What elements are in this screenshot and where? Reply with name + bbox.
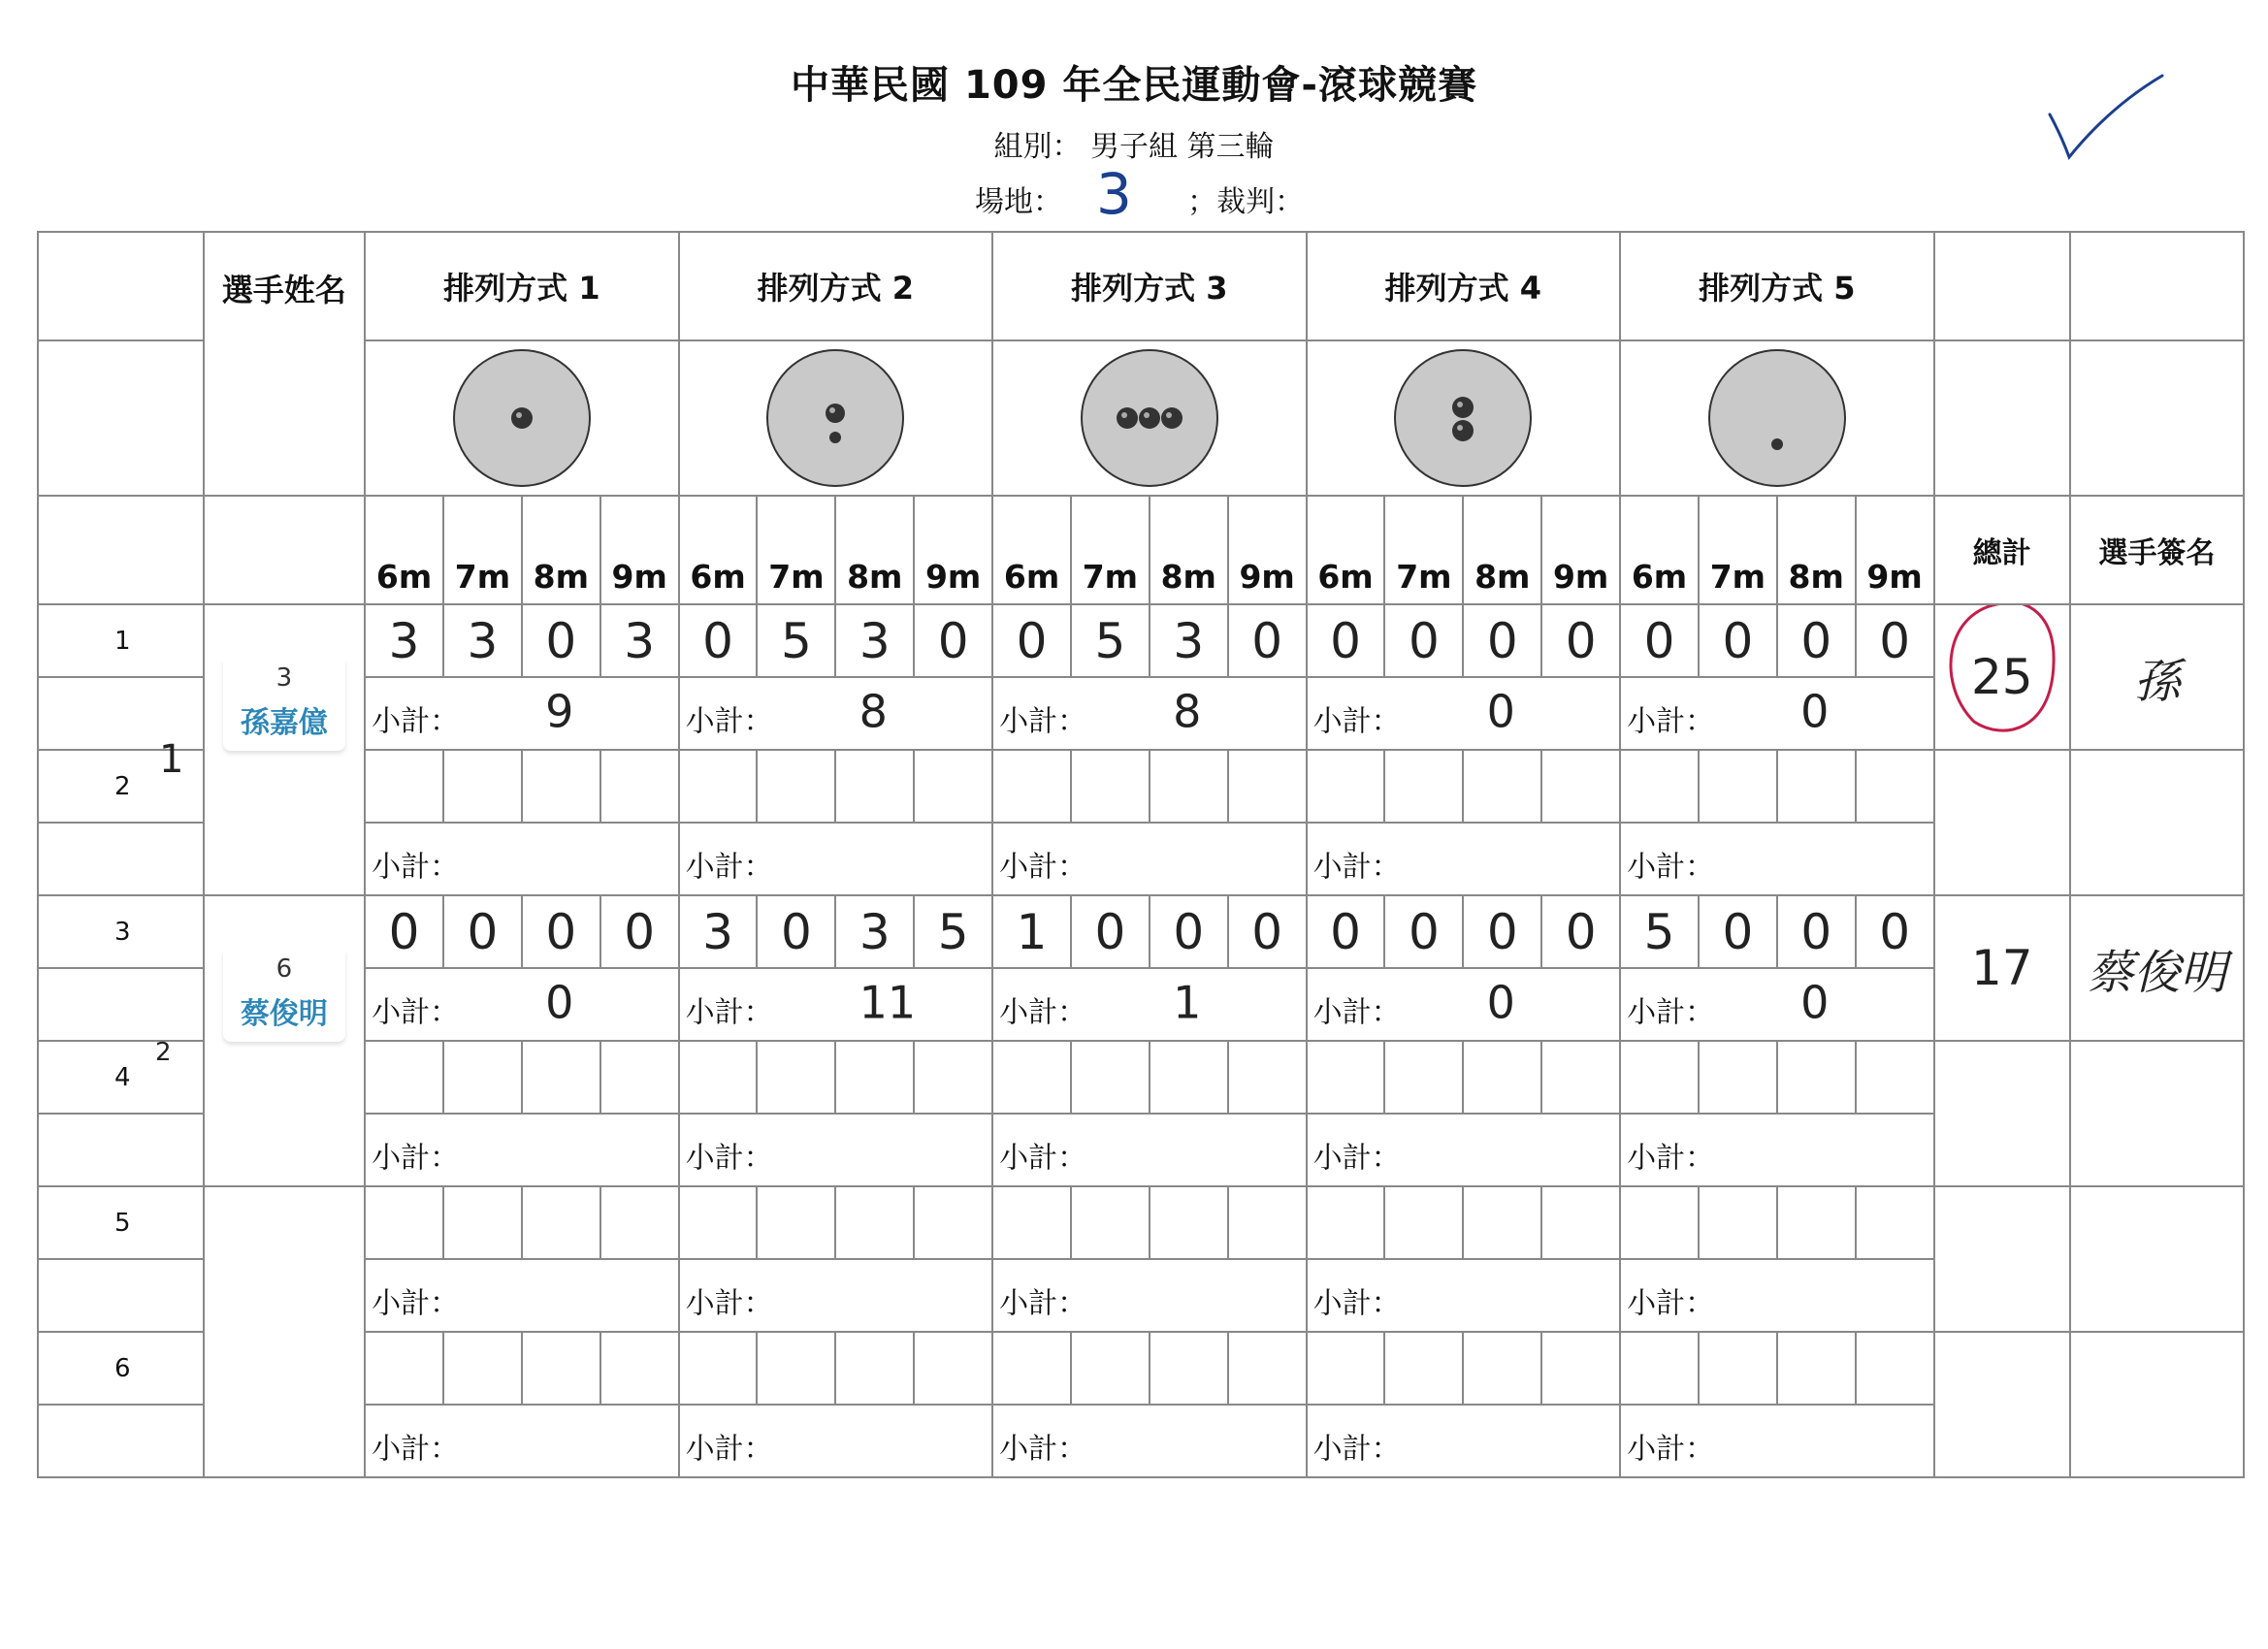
total-cell: [1934, 1186, 2070, 1332]
subtotal-cell: [1620, 823, 1933, 895]
distance-header-3-7m: 7m: [1071, 496, 1150, 604]
subtotal-label: 小計：: [685, 703, 773, 738]
subtotal-cell: [1307, 677, 1620, 750]
subtotal-value: 0: [1486, 975, 1515, 1028]
row-number: 6: [38, 1332, 204, 1405]
score-cell: [1150, 750, 1228, 823]
player-name-cell: [204, 604, 366, 895]
score-cell: 0: [522, 604, 600, 677]
subtotal-cell: [679, 677, 992, 750]
subtotal-cell: [1307, 1405, 1620, 1477]
margin-mark: 2: [155, 1038, 172, 1067]
score-cell: [1777, 1186, 1856, 1259]
venue-value: 3: [1096, 161, 1132, 227]
score-cell: [522, 1186, 600, 1259]
score-cell: [1071, 750, 1150, 823]
score-cell: [679, 1332, 758, 1405]
distance-header-2-7m: 7m: [757, 496, 835, 604]
row-number: 4: [38, 1041, 204, 1114]
subtotal-row: [38, 1114, 2244, 1186]
row-number: 3: [38, 895, 204, 968]
score-row: [38, 1041, 2244, 1114]
distance-header-1-8m: 8m: [522, 496, 600, 604]
distance-header-1-6m: 6m: [365, 496, 443, 604]
signature-header: 選手簽名: [2070, 496, 2244, 604]
row-number-spacer: [38, 968, 204, 1041]
subtotal-label: 小計：: [685, 1431, 773, 1466]
distance-header-3-6m: 6m: [992, 496, 1071, 604]
score-cell: [1699, 1332, 1777, 1405]
subtotal-cell: [1620, 1405, 1933, 1477]
score-cell: 0: [1699, 895, 1777, 968]
score-cell: 5: [1071, 604, 1150, 677]
score-cell: [1856, 1186, 1934, 1259]
score-cell: 0: [1384, 604, 1463, 677]
subtotal-label: 小計：: [1312, 703, 1401, 738]
score-cell: [522, 1332, 600, 1405]
score-cell: [1228, 750, 1307, 823]
score-cell: [1384, 750, 1463, 823]
subtotal-label: 小計：: [372, 994, 460, 1029]
score-cell: [600, 1041, 679, 1114]
subtotal-cell: [1620, 1259, 1933, 1332]
subtotal-label: 小計：: [1312, 849, 1401, 884]
score-cell: 0: [1228, 895, 1307, 968]
score-cell: [992, 1332, 1071, 1405]
distance-header-2-6m: 6m: [679, 496, 758, 604]
score-cell: [1620, 1332, 1699, 1405]
score-cell: 0: [1150, 895, 1228, 968]
score-cell: [1228, 1041, 1307, 1114]
subtotal-label: 小計：: [685, 1285, 773, 1320]
subtotal-cell: [992, 823, 1306, 895]
score-cell: 0: [1541, 895, 1620, 968]
header-row-titles: [38, 232, 2244, 340]
subtotal-label: 小計：: [372, 1431, 460, 1466]
score-cell: [600, 1186, 679, 1259]
score-cell: 3: [600, 604, 679, 677]
total-cell: [1934, 750, 2070, 895]
subtotal-cell: [1620, 677, 1933, 750]
score-cell: [365, 1041, 443, 1114]
row-number: 5: [38, 1186, 204, 1259]
score-cell: [914, 750, 992, 823]
subtotal-label: 小計：: [1627, 703, 1715, 738]
subtotal-cell: [1307, 968, 1620, 1041]
score-cell: 3: [679, 895, 758, 968]
score-cell: [1228, 1186, 1307, 1259]
subtotal-value: 0: [1800, 975, 1830, 1028]
score-cell: [679, 1186, 758, 1259]
venue-label: 場地：: [975, 185, 1062, 219]
player-name: 蔡俊明: [240, 997, 328, 1031]
subtotal-value: 0: [545, 975, 574, 1028]
referee-label: ；裁判：: [1187, 185, 1305, 219]
score-cell: [835, 1332, 914, 1405]
blank-header-cell: [1934, 232, 2070, 340]
signature-cell: [2070, 1186, 2244, 1332]
score-cell: [1699, 1186, 1777, 1259]
header-row-distances: [38, 496, 2244, 604]
subtotal-label: 小計：: [999, 703, 1087, 738]
score-cell: 0: [1228, 604, 1307, 677]
score-cell: [992, 1186, 1071, 1259]
score-cell: 5: [1620, 895, 1699, 968]
subtotal-label: 小計：: [1627, 1285, 1715, 1320]
subtotal-cell: [992, 968, 1306, 1041]
arrangement-5-pattern: [1620, 340, 1933, 496]
score-cell: 0: [1307, 604, 1385, 677]
score-cell: 5: [757, 604, 835, 677]
score-cell: 0: [522, 895, 600, 968]
player-seed: 3: [275, 663, 293, 693]
subtotal-label: 小計：: [1312, 1285, 1401, 1320]
score-cell: [1620, 1186, 1699, 1259]
subtotal-cell: [1307, 1114, 1620, 1186]
player-signature: 孫: [2133, 654, 2181, 709]
player-name-header: 選手姓名: [204, 232, 366, 496]
score-cell: [1150, 1186, 1228, 1259]
subtotal-cell: [679, 1405, 992, 1477]
score-cell: [1463, 1041, 1541, 1114]
subtotal-label: 小計：: [999, 994, 1087, 1029]
total-cell: [1934, 1332, 2070, 1477]
subtotal-value: 1: [1173, 975, 1202, 1028]
subtotal-label: 小計：: [999, 849, 1087, 884]
score-cell: [1150, 1332, 1228, 1405]
distance-header-5-6m: 6m: [1620, 496, 1699, 604]
signature-cell: [2070, 1041, 2244, 1186]
distance-header-5-8m: 8m: [1777, 496, 1856, 604]
total-cell: [1934, 895, 2070, 1041]
subtotal-value: 0: [1800, 684, 1830, 737]
total-value: 17: [1970, 940, 2033, 996]
subtotal-label: 小計：: [1312, 994, 1401, 1029]
score-cell: [1071, 1041, 1150, 1114]
total-cell: [1934, 1041, 2070, 1186]
total-header: 總計: [1934, 496, 2070, 604]
score-cell: [992, 750, 1071, 823]
score-cell: [443, 1186, 522, 1259]
player-name-tab: [223, 951, 345, 1042]
header-row-patterns: [38, 340, 2244, 496]
sheet-title: 中華民國 109 年全民運動會-滾球競賽: [791, 63, 1477, 108]
score-cell: [1071, 1332, 1150, 1405]
score-cell: [1228, 1332, 1307, 1405]
subtotal-value: 0: [1486, 684, 1515, 737]
score-cell: 3: [1150, 604, 1228, 677]
corner-cell: [38, 232, 204, 340]
subtotal-value: 8: [859, 684, 888, 737]
score-cell: 0: [1384, 895, 1463, 968]
row-number-spacer: [38, 1114, 204, 1186]
score-cell: 0: [1777, 604, 1856, 677]
score-cell: [1699, 1041, 1777, 1114]
score-cell: 3: [835, 895, 914, 968]
arrangement-4-pattern: [1307, 340, 1620, 496]
score-table: [37, 231, 2245, 1478]
venue-referee-line: [975, 178, 1304, 220]
subtotal-label: 小計：: [1627, 994, 1715, 1029]
subtotal-label: 小計：: [1627, 849, 1715, 884]
blank-header-cell: [2070, 340, 2244, 496]
subtotal-cell: [365, 1259, 678, 1332]
score-cell: [365, 750, 443, 823]
score-cell: 3: [835, 604, 914, 677]
score-cell: [1541, 1332, 1620, 1405]
arrangement-2-pattern: [679, 340, 992, 496]
score-cell: [1307, 1041, 1385, 1114]
signature-cell: [2070, 895, 2244, 1041]
score-cell: 0: [1777, 895, 1856, 968]
subtotal-cell: [679, 968, 992, 1041]
score-cell: 3: [443, 604, 522, 677]
target-one-ball-icon: [449, 345, 595, 491]
player-name-cell: [204, 895, 366, 1186]
group-round-line: 組別： 男子組 第三輪: [993, 130, 1275, 164]
score-row: [38, 604, 2244, 677]
target-three-balls-icon: [1077, 345, 1222, 491]
subtotal-label: 小計：: [685, 994, 773, 1029]
subtotal-cell: [1307, 823, 1620, 895]
distance-header-5-9m: 9m: [1856, 496, 1934, 604]
blank-header-cell: [2070, 232, 2244, 340]
distance-header-1-9m: 9m: [600, 496, 679, 604]
subtotal-cell: [1620, 968, 1933, 1041]
score-cell: [600, 750, 679, 823]
row-number: 1: [38, 604, 204, 677]
subtotal-label: 小計：: [372, 849, 460, 884]
score-cell: [1856, 1041, 1934, 1114]
score-cell: [1463, 750, 1541, 823]
score-cell: [914, 1041, 992, 1114]
subtotal-cell: [365, 968, 678, 1041]
score-cell: [914, 1332, 992, 1405]
score-cell: 0: [1541, 604, 1620, 677]
score-cell: [1463, 1332, 1541, 1405]
signature-cell: [2070, 604, 2244, 750]
subtotal-label: 小計：: [685, 1140, 773, 1175]
distance-header-2-9m: 9m: [914, 496, 992, 604]
blank-header-cell: [1934, 340, 2070, 496]
subtotal-cell: [992, 1259, 1306, 1332]
distance-header-5-7m: 7m: [1699, 496, 1777, 604]
score-cell: [443, 1332, 522, 1405]
distance-header-2-8m: 8m: [835, 496, 914, 604]
score-cell: [835, 750, 914, 823]
score-cell: [1620, 750, 1699, 823]
score-cell: [1463, 1186, 1541, 1259]
subtotal-label: 小計：: [1312, 1140, 1401, 1175]
score-row: [38, 750, 2244, 823]
arrangement-1-header: 排列方式 1: [365, 232, 678, 340]
subtotal-cell: [679, 1114, 992, 1186]
player-seed: 6: [275, 954, 293, 984]
subtotal-row: [38, 677, 2244, 750]
row-number-spacer: [38, 823, 204, 895]
checkmark-icon: [2042, 68, 2168, 165]
score-cell: 3: [365, 604, 443, 677]
score-cell: [1777, 1332, 1856, 1405]
blank-header-cell: [204, 496, 366, 604]
signature-cell: [2070, 1332, 2244, 1477]
score-cell: [1699, 750, 1777, 823]
score-cell: [1856, 750, 1934, 823]
subtotal-label: 小計：: [1312, 1431, 1401, 1466]
score-cell: [1384, 1332, 1463, 1405]
score-cell: 0: [914, 604, 992, 677]
score-cell: [679, 1041, 758, 1114]
score-cell: 0: [1071, 895, 1150, 968]
target-two-balls-vertical-icon: [1390, 345, 1536, 491]
score-row: [38, 895, 2244, 968]
arrangement-3-header: 排列方式 3: [992, 232, 1306, 340]
score-cell: 0: [1620, 604, 1699, 677]
signature-cell: [2070, 750, 2244, 895]
subtotal-value: 9: [545, 684, 574, 737]
player-name: 孫嘉億: [240, 706, 328, 740]
score-cell: [679, 750, 758, 823]
subtotal-label: 小計：: [372, 703, 460, 738]
subtotal-cell: [1307, 1259, 1620, 1332]
subtotal-label: 小計：: [372, 1285, 460, 1320]
corner-cell: [38, 496, 204, 604]
distance-header-3-9m: 9m: [1228, 496, 1307, 604]
target-ball-stack-icon: [762, 345, 908, 491]
margin-mark: 1: [159, 737, 184, 782]
arrangement-1-pattern: [365, 340, 678, 496]
score-cell: 0: [1856, 895, 1934, 968]
score-cell: [914, 1186, 992, 1259]
score-cell: 0: [1856, 604, 1934, 677]
score-cell: 0: [1699, 604, 1777, 677]
player-name-tab: [223, 660, 345, 751]
subtotal-row: [38, 1259, 2244, 1332]
score-cell: 1: [992, 895, 1071, 968]
subtotal-cell: [365, 1114, 678, 1186]
subtotal-cell: [992, 677, 1306, 750]
subtotal-label: 小計：: [999, 1285, 1087, 1320]
score-cell: [365, 1332, 443, 1405]
score-cell: [757, 1332, 835, 1405]
score-cell: [522, 1041, 600, 1114]
score-cell: [1777, 1041, 1856, 1114]
distance-header-4-9m: 9m: [1541, 496, 1620, 604]
subtotal-cell: [992, 1405, 1306, 1477]
score-cell: [1541, 750, 1620, 823]
subtotal-cell: [1620, 1114, 1933, 1186]
subtotal-cell: [365, 1405, 678, 1477]
row-number-spacer: [38, 1405, 204, 1477]
score-cell: [835, 1186, 914, 1259]
score-cell: [992, 1041, 1071, 1114]
subtotal-label: 小計：: [372, 1140, 460, 1175]
subtotal-label: 小計：: [999, 1140, 1087, 1175]
subtotal-cell: [365, 823, 678, 895]
distance-header-3-8m: 8m: [1150, 496, 1228, 604]
red-circle-mark: [1935, 604, 2070, 741]
score-cell: [443, 1041, 522, 1114]
target-small-dot-icon: [1704, 345, 1850, 491]
score-cell: [1307, 1332, 1385, 1405]
subtotal-label: 小計：: [1627, 1431, 1715, 1466]
score-cell: 0: [1307, 895, 1385, 968]
subtotal-label: 小計：: [999, 1431, 1087, 1466]
score-cell: [1620, 1041, 1699, 1114]
corner-cell: [38, 340, 204, 496]
subtotal-label: 小計：: [1627, 1140, 1715, 1175]
score-cell: [522, 750, 600, 823]
subtotal-cell: [992, 1114, 1306, 1186]
score-cell: 0: [1463, 895, 1541, 968]
distance-header-4-8m: 8m: [1463, 496, 1541, 604]
score-row: [38, 1332, 2244, 1405]
score-cell: [1777, 750, 1856, 823]
score-cell: [1856, 1332, 1934, 1405]
arrangement-4-header: 排列方式 4: [1307, 232, 1620, 340]
score-cell: [757, 1186, 835, 1259]
score-cell: [1307, 1186, 1385, 1259]
score-row: [38, 1186, 2244, 1259]
score-cell: [1541, 1041, 1620, 1114]
score-cell: [443, 750, 522, 823]
score-cell: 0: [757, 895, 835, 968]
player-signature: 蔡俊明: [2087, 945, 2227, 1000]
score-cell: [757, 750, 835, 823]
score-cell: 0: [1463, 604, 1541, 677]
score-cell: [365, 1186, 443, 1259]
arrangement-5-header: 排列方式 5: [1620, 232, 1933, 340]
score-cell: 0: [992, 604, 1071, 677]
score-cell: [600, 1332, 679, 1405]
subtotal-row: [38, 823, 2244, 895]
subtotal-cell: [365, 677, 678, 750]
distance-header-4-6m: 6m: [1307, 496, 1385, 604]
distance-header-1-7m: 7m: [443, 496, 522, 604]
subtotal-cell: [679, 823, 992, 895]
score-cell: [1307, 750, 1385, 823]
score-cell: [1541, 1186, 1620, 1259]
score-cell: 0: [443, 895, 522, 968]
score-cell: 0: [600, 895, 679, 968]
score-cell: 0: [365, 895, 443, 968]
distance-header-4-7m: 7m: [1384, 496, 1463, 604]
subtotal-value: 11: [859, 975, 917, 1028]
score-cell: 0: [679, 604, 758, 677]
subtotal-label: 小計：: [685, 849, 773, 884]
subtotal-row: [38, 968, 2244, 1041]
score-cell: 5: [914, 895, 992, 968]
subtotal-cell: [679, 1259, 992, 1332]
score-cell: [757, 1041, 835, 1114]
row-number: 2: [38, 750, 204, 823]
score-cell: [835, 1041, 914, 1114]
total-cell: [1934, 604, 2070, 750]
subtotal-row: [38, 1405, 2244, 1477]
arrangement-2-header: 排列方式 2: [679, 232, 992, 340]
score-cell: [1150, 1041, 1228, 1114]
subtotal-value: 8: [1173, 684, 1202, 737]
arrangement-3-pattern: [992, 340, 1306, 496]
score-cell: [1071, 1186, 1150, 1259]
score-cell: [1384, 1041, 1463, 1114]
total-value: 25: [1970, 649, 2033, 705]
row-number-spacer: [38, 1259, 204, 1332]
player-name-cell: [204, 1186, 366, 1477]
score-cell: [1384, 1186, 1463, 1259]
